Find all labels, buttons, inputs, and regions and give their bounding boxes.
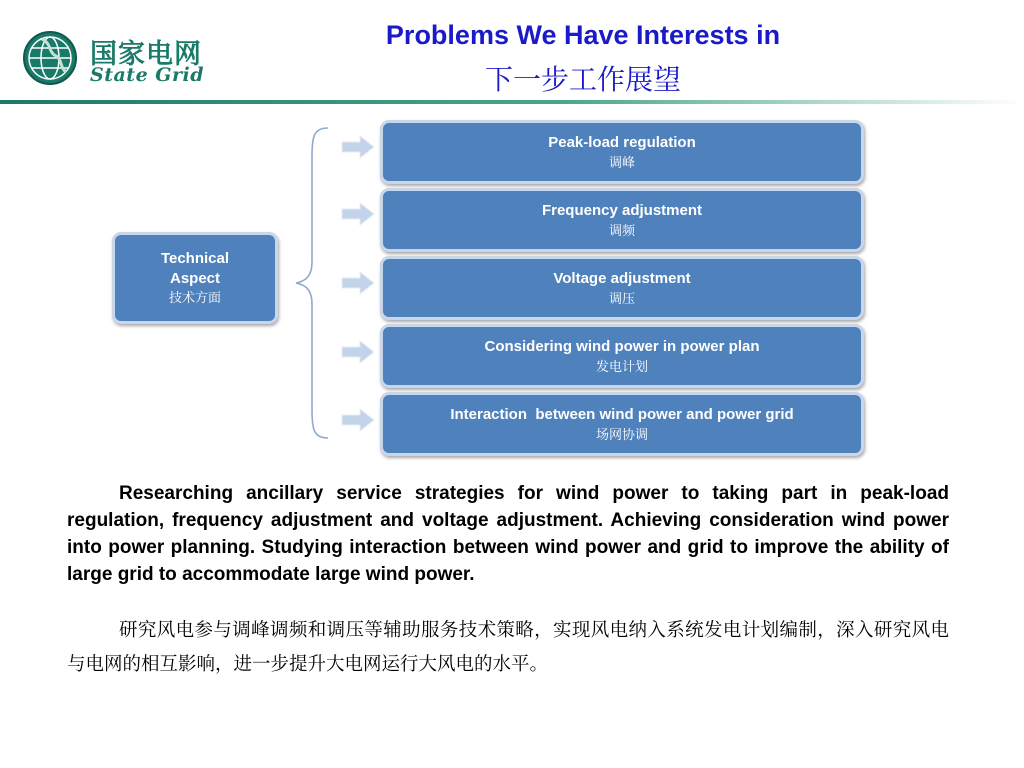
logo-chinese-text: 国家电网 — [90, 39, 202, 70]
logo-english-text: State Grid — [90, 64, 205, 86]
item-label-chinese: 场网协调 — [595, 427, 648, 443]
page-subtitle-chinese: 下一步工作展望 — [484, 63, 681, 96]
item-label-chinese: 发电计划 — [595, 359, 648, 375]
item-label: Voltage adjustment — [553, 269, 691, 287]
item-label-chinese: 调峰 — [608, 155, 635, 171]
state-grid-globe-icon — [22, 30, 78, 86]
item-label: Considering wind power in power plan — [484, 337, 760, 355]
item-label-chinese: 调频 — [608, 223, 635, 239]
summary-paragraph-english: Researching ancillary service strategies for wind power to taking part in peak-load regulation, frequency adjustment and voltage adjustment. Achieving consideration wind power into power planning. Studying interaction between wind power and grid to improve the ability of large grid to accommodate large wind power. — [67, 483, 949, 585]
state-grid-logo — [22, 28, 212, 90]
right-arrow-icon — [340, 133, 376, 161]
technical-aspect-node — [112, 232, 278, 324]
page-title: Problems We Have Interests in — [385, 20, 781, 50]
item-label: Peak-load regulation — [548, 133, 696, 151]
right-arrow-icon — [340, 269, 376, 297]
item-wind-grid-interaction — [380, 392, 864, 456]
root-label-line2: Aspect — [169, 269, 221, 287]
right-arrow-icon — [340, 406, 376, 434]
item-label-chinese: 调压 — [608, 291, 635, 307]
item-frequency-adjustment — [380, 188, 864, 252]
item-wind-power-in-plan — [380, 324, 864, 388]
summary-paragraph-chinese: 研究风电参与调峰调频和调压等辅助服务技术策略，实现风电纳入系统发电计划编制，深入研究风电与电网的相互影响，进一步提升大电网运行大风电的水平。 — [67, 620, 949, 675]
root-label-chinese: 技术方面 — [168, 290, 221, 306]
item-label: Interaction between wind power and power grid — [450, 405, 794, 423]
item-label: Frequency adjustment — [541, 201, 703, 219]
item-voltage-adjustment — [380, 256, 864, 320]
right-arrow-icon — [340, 338, 376, 366]
item-peak-load-regulation — [380, 120, 864, 184]
right-arrow-icon — [340, 200, 376, 228]
header-divider — [0, 98, 1024, 108]
grouping-brace — [292, 126, 332, 440]
root-label-line1: Technical — [160, 249, 230, 267]
